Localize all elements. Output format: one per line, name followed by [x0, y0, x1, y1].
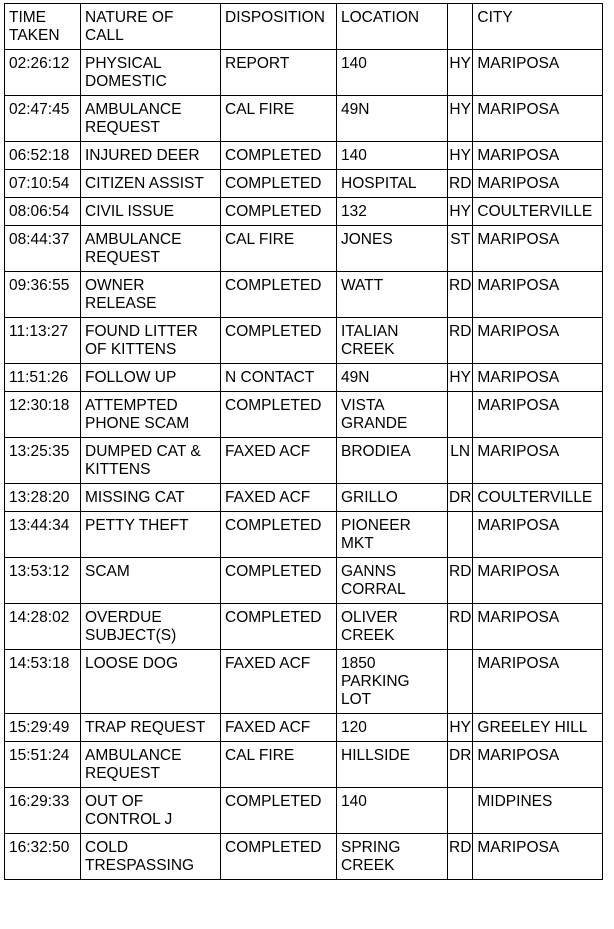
table-row: [5, 198, 603, 226]
cell-city: MARIPOSA: [473, 96, 603, 142]
cell-disposition: FAXED ACF: [221, 714, 337, 742]
cell-location: GANNS CORRAL: [337, 558, 448, 604]
cell-nature-of-call: ATTEMPTED PHONE SCAM: [81, 392, 221, 438]
cell-location: 140: [337, 50, 448, 96]
cell-time-taken: 08:06:54: [5, 198, 81, 226]
cell-time-taken: 14:53:18: [5, 650, 81, 714]
cell-location: 1850 PARKING LOT: [337, 650, 448, 714]
cell-location: 49N: [337, 364, 448, 392]
table-row: [5, 742, 603, 788]
cell-time-taken: 02:26:12: [5, 50, 81, 96]
cell-street-suffix: RD: [448, 318, 473, 364]
cell-nature-of-call: PETTY THEFT: [81, 512, 221, 558]
cell-city: COULTERVILLE: [473, 198, 603, 226]
cell-disposition: COMPLETED: [221, 512, 337, 558]
cell-street-suffix: [448, 650, 473, 714]
cell-time-taken: 07:10:54: [5, 170, 81, 198]
cell-street-suffix: HY: [448, 714, 473, 742]
cell-city: COULTERVILLE: [473, 484, 603, 512]
cell-time-taken: 08:44:37: [5, 226, 81, 272]
table-row: [5, 512, 603, 558]
cell-street-suffix: RD: [448, 170, 473, 198]
cell-city: MARIPOSA: [473, 650, 603, 714]
cell-nature-of-call: SCAM: [81, 558, 221, 604]
cell-location: ITALIAN CREEK: [337, 318, 448, 364]
cell-nature-of-call: MISSING CAT: [81, 484, 221, 512]
table-row: [5, 558, 603, 604]
cell-time-taken: 02:47:45: [5, 96, 81, 142]
cell-city: MARIPOSA: [473, 272, 603, 318]
cell-city: MARIPOSA: [473, 50, 603, 96]
cell-city: MARIPOSA: [473, 558, 603, 604]
cell-location: OLIVER CREEK: [337, 604, 448, 650]
cell-city: MARIPOSA: [473, 142, 603, 170]
cell-city: MARIPOSA: [473, 226, 603, 272]
table-row: [5, 50, 603, 96]
cell-location: VISTA GRANDE: [337, 392, 448, 438]
cell-location: PIONEER MKT: [337, 512, 448, 558]
header-city: CITY: [473, 4, 603, 50]
cell-time-taken: 06:52:18: [5, 142, 81, 170]
cell-disposition: CAL FIRE: [221, 226, 337, 272]
cell-city: MARIPOSA: [473, 742, 603, 788]
cell-disposition: COMPLETED: [221, 834, 337, 880]
cell-disposition: COMPLETED: [221, 198, 337, 226]
cell-disposition: COMPLETED: [221, 604, 337, 650]
cell-time-taken: 13:53:12: [5, 558, 81, 604]
cell-street-suffix: HY: [448, 198, 473, 226]
cell-nature-of-call: FOLLOW UP: [81, 364, 221, 392]
cell-disposition: FAXED ACF: [221, 438, 337, 484]
cell-nature-of-call: LOOSE DOG: [81, 650, 221, 714]
header-location: LOCATION: [337, 4, 448, 50]
cell-disposition: COMPLETED: [221, 318, 337, 364]
cell-street-suffix: HY: [448, 50, 473, 96]
cell-time-taken: 13:28:20: [5, 484, 81, 512]
cell-nature-of-call: COLD TRESPASSING: [81, 834, 221, 880]
table-row: [5, 834, 603, 880]
cell-street-suffix: [448, 512, 473, 558]
header-street-suffix: [448, 4, 473, 50]
cell-nature-of-call: OVERDUE SUBJECT(S): [81, 604, 221, 650]
cell-nature-of-call: CITIZEN ASSIST: [81, 170, 221, 198]
cell-disposition: COMPLETED: [221, 558, 337, 604]
table-row: [5, 96, 603, 142]
cell-disposition: CAL FIRE: [221, 742, 337, 788]
cell-street-suffix: HY: [448, 96, 473, 142]
cell-location: GRILLO: [337, 484, 448, 512]
cell-city: MARIPOSA: [473, 170, 603, 198]
cell-street-suffix: RD: [448, 272, 473, 318]
cell-location: 140: [337, 788, 448, 834]
cell-street-suffix: HY: [448, 364, 473, 392]
table-row: [5, 318, 603, 364]
cell-nature-of-call: AMBULANCE REQUEST: [81, 226, 221, 272]
cell-nature-of-call: OUT OF CONTROL J: [81, 788, 221, 834]
table-row: [5, 272, 603, 318]
cell-time-taken: 12:30:18: [5, 392, 81, 438]
cell-location: 132: [337, 198, 448, 226]
cell-location: 120: [337, 714, 448, 742]
cell-nature-of-call: TRAP REQUEST: [81, 714, 221, 742]
table-header: [5, 4, 603, 50]
cell-nature-of-call: CIVIL ISSUE: [81, 198, 221, 226]
cell-time-taken: 11:13:27: [5, 318, 81, 364]
cell-nature-of-call: OWNER RELEASE: [81, 272, 221, 318]
cell-location: SPRING CREEK: [337, 834, 448, 880]
cell-street-suffix: DR: [448, 484, 473, 512]
cell-city: MARIPOSA: [473, 834, 603, 880]
header-nature-of-call: NATURE OF CALL: [81, 4, 221, 50]
table-row: [5, 364, 603, 392]
call-log-table: [4, 3, 603, 880]
table-row: [5, 226, 603, 272]
cell-nature-of-call: FOUND LITTER OF KITTENS: [81, 318, 221, 364]
cell-street-suffix: RD: [448, 604, 473, 650]
cell-nature-of-call: PHYSICAL DOMESTIC: [81, 50, 221, 96]
header-time-taken: TIME TAKEN: [5, 4, 81, 50]
cell-city: MARIPOSA: [473, 392, 603, 438]
table-row: [5, 438, 603, 484]
cell-time-taken: 15:29:49: [5, 714, 81, 742]
cell-city: MIDPINES: [473, 788, 603, 834]
cell-time-taken: 13:25:35: [5, 438, 81, 484]
cell-location: BRODIEA: [337, 438, 448, 484]
cell-disposition: REPORT: [221, 50, 337, 96]
cell-disposition: FAXED ACF: [221, 484, 337, 512]
cell-city: MARIPOSA: [473, 318, 603, 364]
cell-location: HOSPITAL: [337, 170, 448, 198]
table-row: [5, 604, 603, 650]
cell-street-suffix: DR: [448, 742, 473, 788]
cell-street-suffix: [448, 788, 473, 834]
table-row: [5, 788, 603, 834]
cell-nature-of-call: DUMPED CAT & KITTENS: [81, 438, 221, 484]
cell-city: MARIPOSA: [473, 512, 603, 558]
cell-time-taken: 09:36:55: [5, 272, 81, 318]
cell-street-suffix: RD: [448, 558, 473, 604]
cell-time-taken: 16:29:33: [5, 788, 81, 834]
cell-location: HILLSIDE: [337, 742, 448, 788]
cell-street-suffix: ST: [448, 226, 473, 272]
header-disposition: DISPOSITION: [221, 4, 337, 50]
cell-time-taken: 13:44:34: [5, 512, 81, 558]
cell-disposition: COMPLETED: [221, 170, 337, 198]
cell-location: 49N: [337, 96, 448, 142]
cell-location: 140: [337, 142, 448, 170]
cell-disposition: FAXED ACF: [221, 650, 337, 714]
cell-time-taken: 15:51:24: [5, 742, 81, 788]
cell-location: WATT: [337, 272, 448, 318]
cell-disposition: COMPLETED: [221, 392, 337, 438]
header-row: [5, 4, 603, 50]
cell-nature-of-call: INJURED DEER: [81, 142, 221, 170]
cell-disposition: COMPLETED: [221, 272, 337, 318]
table-row: [5, 650, 603, 714]
cell-street-suffix: HY: [448, 142, 473, 170]
cell-time-taken: 14:28:02: [5, 604, 81, 650]
cell-street-suffix: [448, 392, 473, 438]
cell-city: MARIPOSA: [473, 604, 603, 650]
table-body: [5, 50, 603, 880]
cell-location: JONES: [337, 226, 448, 272]
cell-disposition: CAL FIRE: [221, 96, 337, 142]
cell-street-suffix: LN: [448, 438, 473, 484]
cell-street-suffix: RD: [448, 834, 473, 880]
cell-nature-of-call: AMBULANCE REQUEST: [81, 742, 221, 788]
table-row: [5, 392, 603, 438]
cell-city: MARIPOSA: [473, 438, 603, 484]
cell-time-taken: 16:32:50: [5, 834, 81, 880]
cell-disposition: COMPLETED: [221, 142, 337, 170]
cell-nature-of-call: AMBULANCE REQUEST: [81, 96, 221, 142]
table-row: [5, 484, 603, 512]
cell-time-taken: 11:51:26: [5, 364, 81, 392]
cell-city: MARIPOSA: [473, 364, 603, 392]
table-row: [5, 170, 603, 198]
table-row: [5, 142, 603, 170]
cell-disposition: N CONTACT: [221, 364, 337, 392]
cell-disposition: COMPLETED: [221, 788, 337, 834]
cell-city: GREELEY HILL: [473, 714, 603, 742]
table-row: [5, 714, 603, 742]
